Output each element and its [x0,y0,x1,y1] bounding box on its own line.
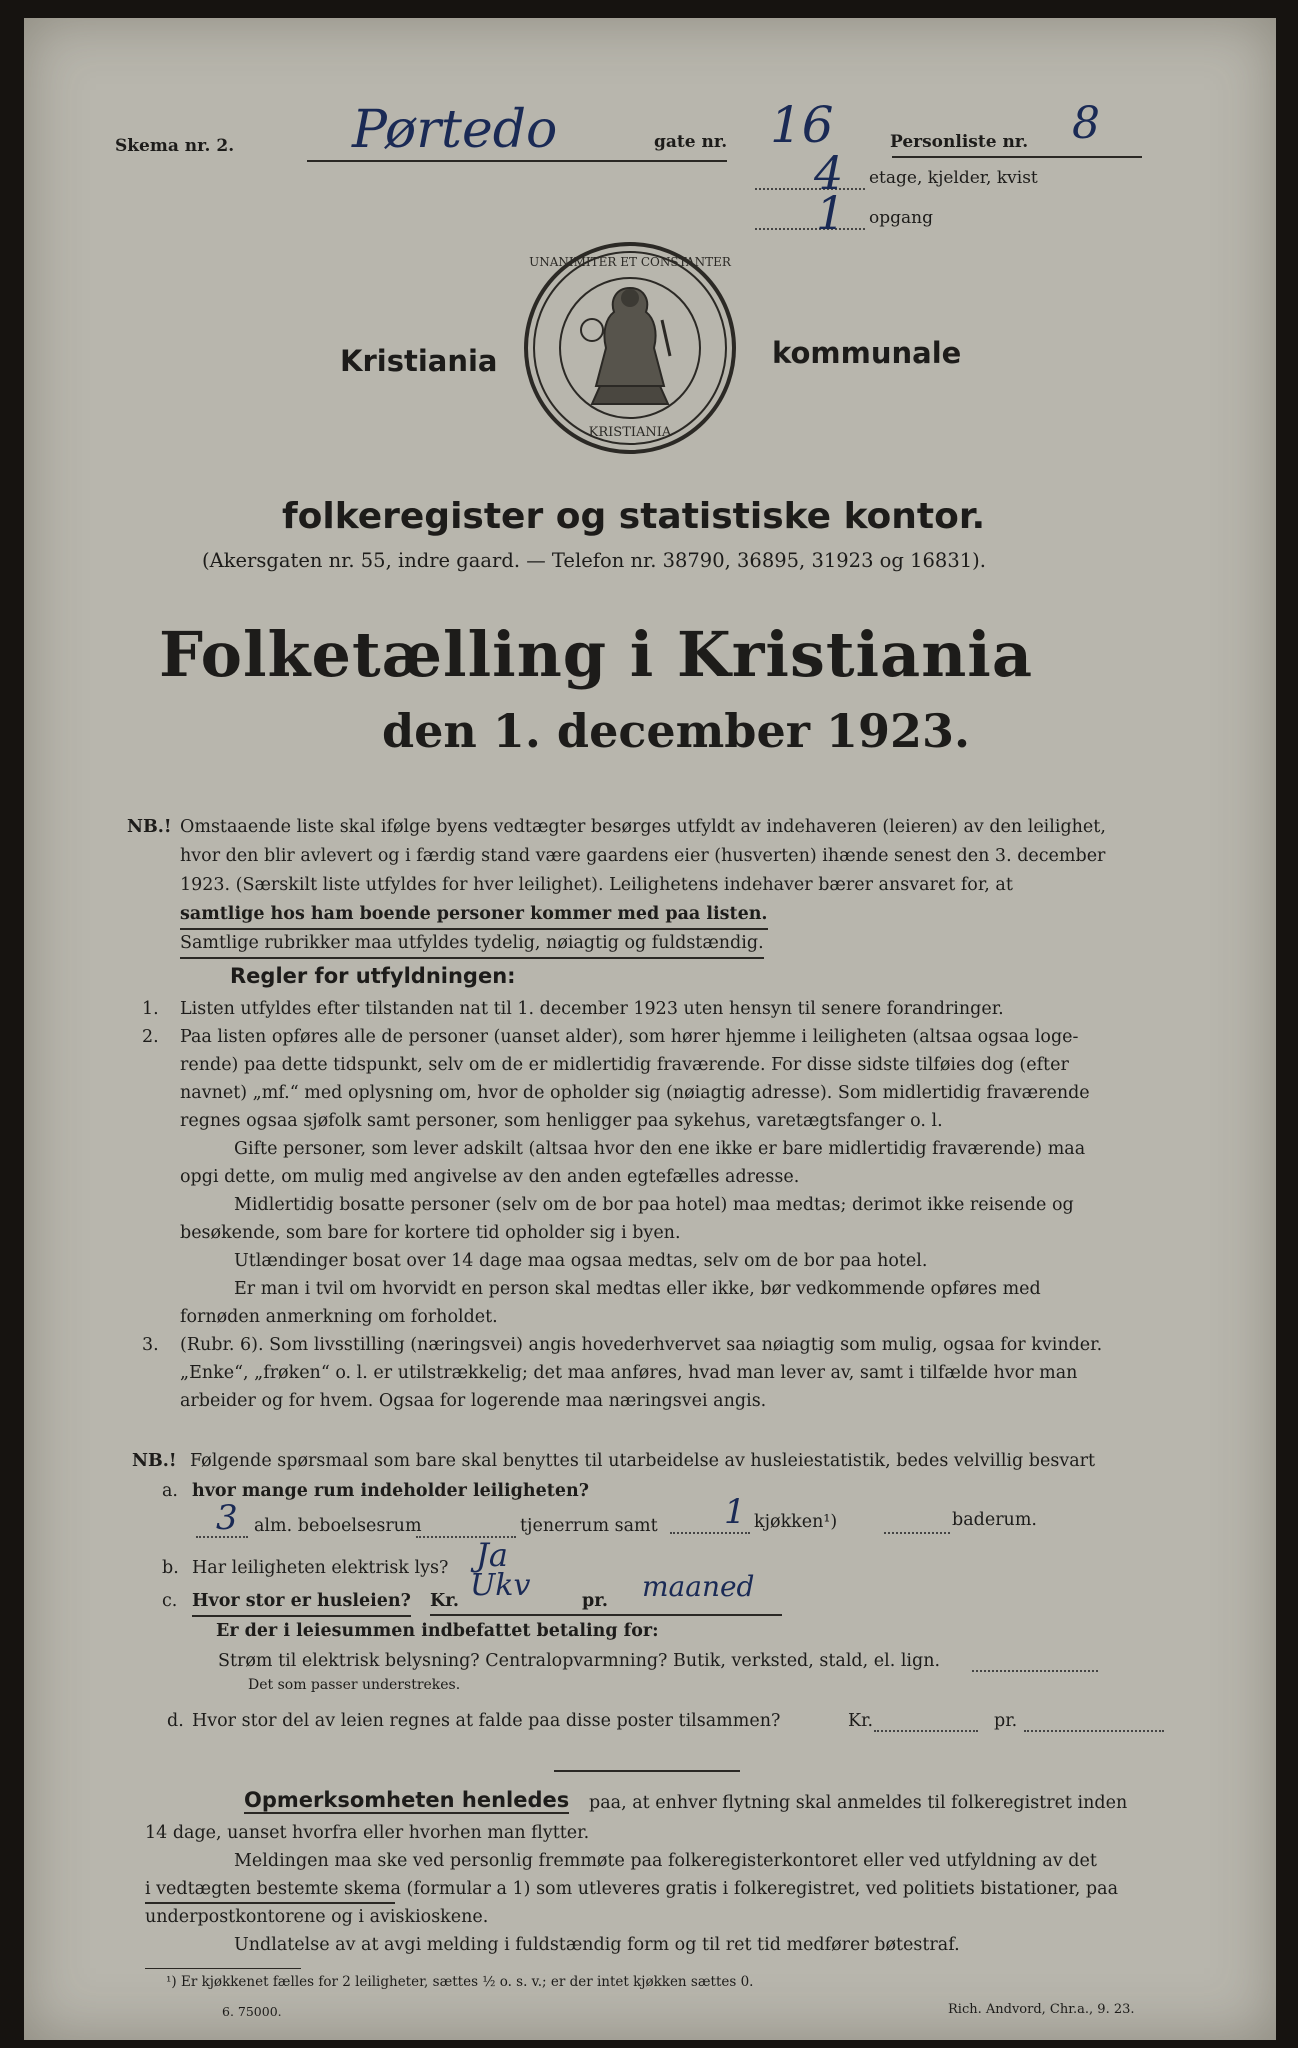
notice-line: Undlatelse av at avgi melding i fuldstændig form og til ret tid medfører bøtestraf. [234,1935,960,1955]
rule-line: „Enke“, „frøken“ o. l. er utilstrækkelig; det maa anføres, hvad man lever av, samt i tilfælde hvor man [180,1363,1078,1383]
rule-line: besøkende, som bare for kortere tid opholder sig i byen. [180,1223,681,1243]
skema-label: Skema nr. 2. [115,136,235,156]
question-d-label: d. [167,1711,184,1731]
print-count: 6. 75000. [222,2004,282,2019]
question-b-label: b. [162,1558,179,1578]
street-handwritten: Pørtedo [352,100,558,160]
footnote-rule [145,1968,301,1969]
nb1-label: NB.! [127,817,172,837]
city-seal [510,236,750,466]
gate-number: 16 [770,96,834,154]
servant-label: tjenerrum samt [520,1516,658,1536]
kitchen-label: kjøkken¹) [754,1512,838,1532]
rule-line: arbeider og for hvem. Ogsaa for logerende maa næringsvei angis. [180,1391,767,1411]
notice-line: underpostkontorene og i aviskioskene. [145,1907,489,1927]
nb1-line-emphasis: Samtlige rubrikker maa utfyldes tydelig, nøiagtig og fuldstændig. [180,930,764,959]
rule-number: 2. [142,1027,159,1047]
census-form [24,18,1276,2040]
opgang-field [755,228,865,230]
rule-number: 1. [142,999,159,1019]
rule-line: regnes ogsaa sjøfolk samt personer, som henligger paa sykehus, varetægtsfanger o. l. [180,1111,943,1131]
etage-label: etage, kjelder, kvist [869,168,1038,188]
question-b: Har leiligheten elektrisk lys? [192,1558,449,1578]
etage-field [755,188,865,190]
nb1-line-emphasis: samtlige hos ham boende personer kommer med paa listen. [180,901,768,930]
notice-line: paa, at enhver flytning skal anmeldes til folkeregistret inden [589,1793,1128,1813]
rule-line: opgi dette, om mulig med angivelse av den anden egtefælles adresse. [180,1167,800,1187]
nb1-line: hvor den blir avlevert og i færdig stand være gaardens eier (husverten) ihænde senest den 3. december [180,846,1106,866]
notice-line: i vedtægten bestemte skema (formular a 1) som utleveres gratis i folkeregistret, ved politiets bistationer, paa [145,1879,1119,1899]
nb2-intro: Følgende spørsmaal som bare skal benyttes til utarbeidelse av husleiestatistik, bedes velvillig besvart [190,1451,1096,1471]
etage-number: 4 [814,146,844,200]
rent-includes-field [972,1670,1098,1672]
bath-field [884,1532,950,1534]
notice-line: 14 dage, uanset hvorfra eller hvorhen man flytter. [145,1823,590,1843]
rule-number: 3. [142,1335,159,1355]
personliste-underline [892,156,1142,158]
street-underline [307,160,727,162]
question-c-label: c. [162,1591,178,1611]
notice-heading: Opmerksomheten henledes [244,1788,570,1812]
share-kr-field [874,1730,978,1732]
nb2-label: NB.! [132,1451,177,1471]
rule-line: Gifte personer, som lever adskilt (altsaa hvor den ene ikke er bare midlertidig fraværende) maa [234,1139,1086,1159]
kristiania-word: Kristiania [340,344,498,378]
rule-line: rende) paa dette tidspunkt, selv om de er midlertidig fraværende. For disse sidste tilføies dog (efter [180,1055,1069,1075]
rent-pr-value: maaned [642,1570,755,1603]
personliste-label: Personliste nr. [890,132,1029,152]
rent-includes-heading: Er der i leiesummen indbefattet betaling for: [216,1621,659,1641]
nb1-line: Omstaaende liste skal ifølge byens vedtægter besørges utfyldt av indehaveren (leieren) av den leilighet, [180,817,1106,837]
question-c: Hvor stor er husleien? [192,1588,411,1617]
share-pr-field [1024,1730,1164,1732]
rule-line: Er man i tvil om hvorvidt en person skal medtas eller ikke, bør vedkommende opføres med [234,1279,1041,1299]
office-address: (Akersgaten nr. 55, indre gaard. — Telefon nr. 38790, 36895, 31923 og 16831). [202,549,986,572]
footnote: ¹) Er kjøkkenet fælles for 2 leiligheter, sættes ½ o. s. v.; er der intet kjøkken sættes 0. [166,1974,754,1990]
main-subtitle: den 1. december 1923. [382,704,971,758]
seal-emblem-icon [510,236,750,466]
rules-heading: Regler for utfyldningen: [230,964,516,988]
opgang-number: 1 [816,186,846,240]
question-a-label: a. [162,1481,178,1501]
rent-includes-note: Det som passer understrekes. [248,1677,461,1693]
office-title: folkeregister og statistiske kontor. [282,496,986,537]
question-d: Hvor stor del av leien regnes at falde paa disse poster tilsammen? [192,1711,781,1731]
section-divider [554,1770,740,1772]
share-pr-label: pr. [994,1711,1018,1731]
seal-ring-text: UNANIMITER ET CONSTANTER [529,255,731,269]
nb1-line: 1923. (Særskilt liste utfyldes for hver leilighet). Leilighetens indehaver bærer ansvaret for, at [180,875,1013,895]
rule-line: fornøden anmerkning om forholdet. [180,1307,498,1327]
kitchen-value: 1 [724,1492,746,1532]
rule-line: Listen utfyldes efter tilstanden nat til 1. december 1923 uten hensyn til senere forandringer. [180,999,1004,1019]
electric-answer: Ja [476,1536,508,1574]
personliste-number: 8 [1072,98,1100,149]
bath-label: baderum. [952,1510,1037,1530]
seal-bottom-text: KRISTIANIA [588,425,672,440]
rule-line: Utlændinger bosat over 14 dage maa ogsaa medtas, selv om de bor paa hotel. [234,1251,928,1271]
question-a: hvor mange rum indeholder leiligheten? [192,1481,589,1501]
main-title: Folketælling i Kristiania [159,618,1034,691]
rule-line: Paa listen opføres alle de personer (uanset alder), som hører hjemme i leiligheten (altsaa ogsaa loge- [180,1027,1079,1047]
rent-kr-value: Ukv [470,1568,531,1603]
gate-label: gate nr. [654,132,728,152]
share-kr-label: Kr. [848,1711,874,1731]
rule-line: (Rubr. 6). Som livsstilling (næringsvei) angis hovederhvervet saa nøiagtig som mulig, ogsaa for kvinder. [180,1335,1103,1355]
rooms-label: alm. beboelsesrum [254,1516,422,1536]
rent-pr-label: pr. [582,1591,608,1611]
notice-line: Meldingen maa ske ved personlig fremmøte paa folkeregisterkontoret eller ved utfyldning av det [234,1851,1097,1871]
kommunale-word: kommunale [772,336,962,370]
rent-kr-label: Kr. [430,1591,459,1611]
rule-line: Midlertidig bosatte personer (selv om de bor paa hotel) maa medtas; derimot ikke reisende og [234,1195,1074,1215]
opgang-label: opgang [869,208,933,228]
rent-includes-options: Strøm til elektrisk belysning? Centralopvarmning? Butik, verksted, stald, el. lign. [218,1651,941,1671]
rule-line: navnet) „mf.“ med oplysning om, hvor de opholder sig (nøiagtig adresse). Som midlertidig fraværende [180,1083,1090,1103]
printer-imprint: Rich. Andvord, Chr.a., 9. 23. [948,2002,1135,2017]
kitchen-field [670,1532,750,1534]
rooms-value: 3 [216,1498,238,1538]
